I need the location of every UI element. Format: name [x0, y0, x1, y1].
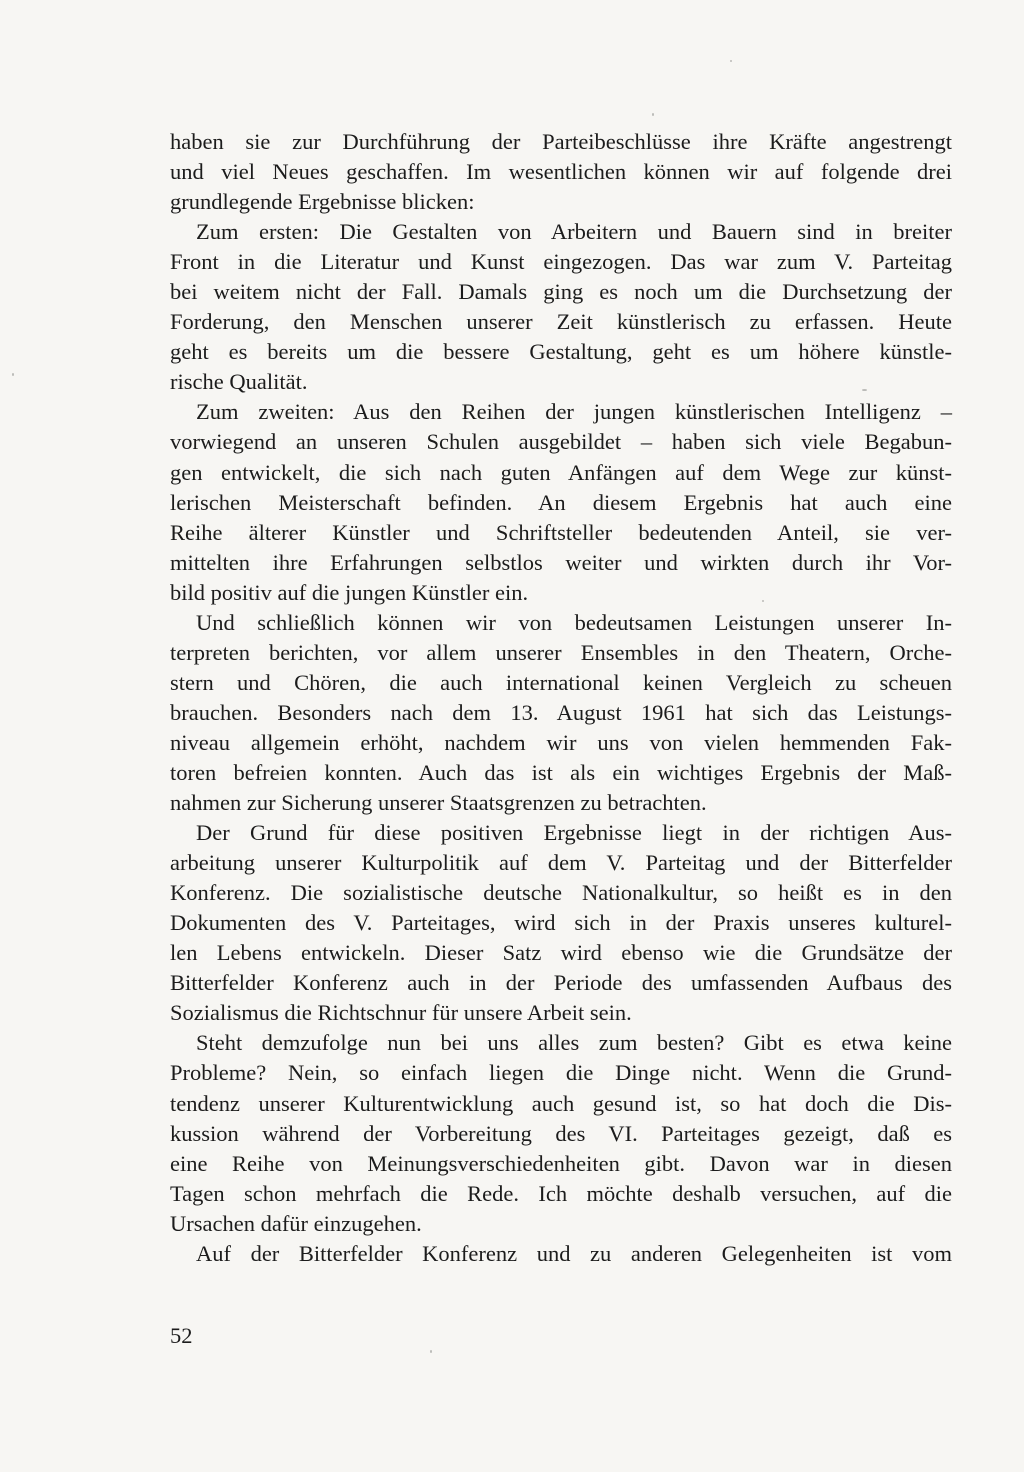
- text-line: mittelten ihre Erfahrungen selbstlos weiter und wirkten durch ihr Vor-: [170, 549, 952, 575]
- text-line: haben sie zur Durchführung der Parteibeschlüsse ihre Kräfte angestrengt: [170, 129, 952, 154]
- text-line: len Lebens entwickeln. Dieser Satz wird ebenso wie die Grundsätze der: [170, 940, 952, 966]
- text-line: Zum zweiten: Aus den Reihen der jungen künstlerischen Intelligenz –: [196, 399, 952, 425]
- text-line: nahmen zur Sicherung unserer Staatsgrenzen zu betrachten.: [170, 790, 707, 816]
- text-line: arbeitung unserer Kulturpolitik auf dem V. Parteitag und der Bitterfelder: [170, 850, 952, 876]
- text-line: Steht demzufolge nun bei uns alles zum besten? Gibt es etwa keine: [196, 1030, 952, 1056]
- scan-speck: [652, 113, 654, 116]
- text-line: Front in die Literatur und Kunst eingezogen. Das war zum V. Parteitag: [170, 249, 952, 275]
- scan-speck: [862, 389, 867, 391]
- text-line: grundlegende Ergebnisse blicken:: [170, 189, 475, 215]
- text-line: bild positiv auf die jungen Künstler ein.: [170, 579, 529, 605]
- text-line: Der Grund für diese positiven Ergebnisse liegt in der richtigen Aus-: [196, 820, 952, 846]
- text-line: brauchen. Besonders nach dem 13. August 1961 hat sich das Leistungs-: [170, 699, 952, 725]
- text-line: bei weitem nicht der Fall. Damals ging es noch um die Durchsetzung der: [170, 279, 952, 305]
- text-line: Tagen schon mehrfach die Rede. Ich möchte deshalb versuchen, auf die: [170, 1180, 952, 1206]
- text-line: geht es bereits um die bessere Gestaltung, geht es um höhere künstle-: [170, 339, 952, 365]
- text-line: stern und Chören, die auch international keinen Vergleich zu scheuen: [170, 669, 952, 695]
- page-number: 52: [170, 1323, 193, 1348]
- text-line: Sozialismus die Richtschnur für unsere Arbeit sein.: [170, 1000, 632, 1026]
- text-line: Und schließlich können wir von bedeutsamen Leistungen unserer In-: [196, 609, 952, 635]
- text-line: und viel Neues geschaffen. Im wesentlichen können wir auf folgende drei: [170, 159, 952, 185]
- text-line: terpreten berichten, vor allem unserer Ensembles in den Theatern, Orche-: [170, 639, 952, 665]
- text-line: tendenz unserer Kulturentwicklung auch gesund ist, so hat doch die Dis-: [170, 1090, 952, 1116]
- text-line: Konferenz. Die sozialistische deutsche Nationalkultur, so heißt es in den: [170, 880, 952, 906]
- scan-speck: [762, 600, 764, 602]
- text-line: Bitterfelder Konferenz auch in der Periode des umfassenden Aufbaus des: [170, 970, 952, 996]
- text-line: vorwiegend an unseren Schulen ausgebildet – haben sich viele Begabun-: [170, 429, 952, 455]
- scan-speck: [730, 60, 732, 62]
- text-line: Zum ersten: Die Gestalten von Arbeitern und Bauern sind in breiter: [196, 219, 952, 245]
- text-line: Auf der Bitterfelder Konferenz und zu anderen Gelegenheiten ist vom: [196, 1240, 952, 1266]
- text-line: Ursachen dafür einzugehen.: [170, 1210, 422, 1236]
- text-line: Forderung, den Menschen unserer Zeit künstlerisch zu erfassen. Heute: [170, 309, 952, 335]
- text-line: eine Reihe von Meinungsverschiedenheiten gibt. Davon war in diesen: [170, 1150, 952, 1176]
- text-line: niveau allgemein erhöht, nachdem wir uns von vielen hemmenden Fak-: [170, 729, 952, 755]
- text-line: kussion während der Vorbereitung des VI. Parteitages gezeigt, daß es: [170, 1120, 952, 1146]
- scan-speck: [430, 1350, 432, 1353]
- text-line: Reihe älterer Künstler und Schriftsteller bedeutenden Anteil, sie ver-: [170, 519, 952, 545]
- text-line: toren befreien konnten. Auch das ist als ein wichtiges Ergebnis der Maß-: [170, 759, 952, 785]
- scan-speck: [12, 373, 14, 376]
- text-line: rische Qualität.: [170, 369, 308, 395]
- body-text: [170, 127, 952, 1269]
- text-line: Probleme? Nein, so einfach liegen die Dinge nicht. Wenn die Grund-: [170, 1060, 952, 1086]
- text-line: lerischen Meisterschaft befinden. An diesem Ergebnis hat auch eine: [170, 489, 952, 515]
- text-line: gen entwickelt, die sich nach guten Anfängen auf dem Wege zur künst-: [170, 459, 952, 485]
- text-line: Dokumenten des V. Parteitages, wird sich in der Praxis unseres kulturel-: [170, 910, 952, 936]
